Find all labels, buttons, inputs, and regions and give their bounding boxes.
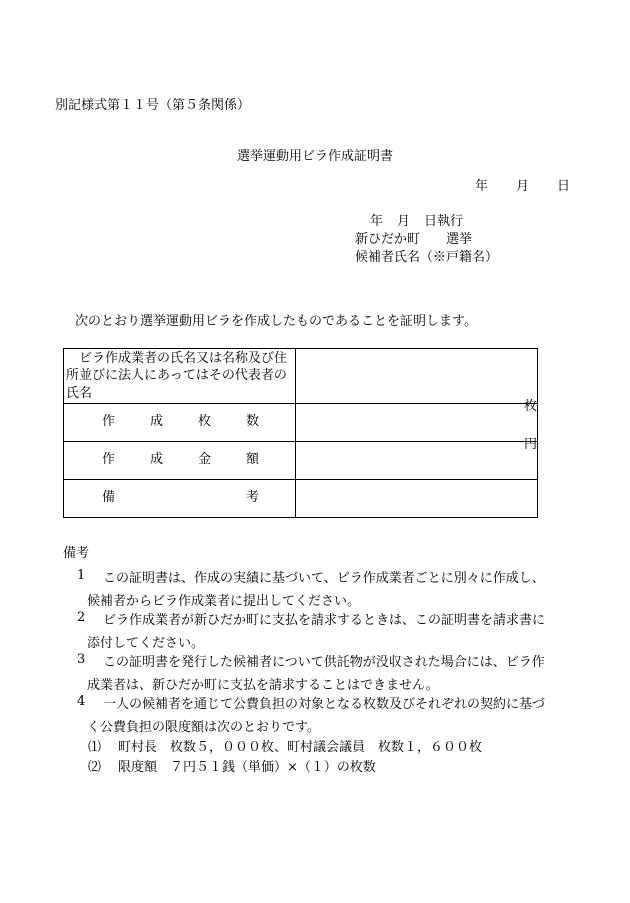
table-row [64,349,538,404]
election-date [370,213,463,231]
label-char: 額 [245,452,259,468]
candidate-name-label: 候補者氏名（※戸籍名） [355,250,499,265]
remark-note [63,693,563,739]
exec-month-label: 月 [397,214,411,229]
note-line: 候補者からビラ作成業者に提出してください。 [87,594,361,609]
item-text: 限度額 ７円５１銭（単価）×（１）の枚数 [118,760,376,775]
exec-year-label: 年 [370,214,384,229]
note-line: この証明書を発行した候補者について供託物が没収された場合には、ビラ作 [103,655,545,670]
item-text: 町村長 枚数５，０００枚、町村議会議員 枚数１，６００枚 [118,740,483,755]
note-line: 添付してください。 [87,636,205,651]
remarks-label-cell [64,480,296,518]
remarks-value-cell[interactable] [296,480,538,518]
vendor-label: ビラ作成業者の氏名又は名称及び住所並びに法人にあってはその代表者の氏名 [66,350,288,401]
date-month-label: 月 [515,179,529,194]
issue-date [475,178,570,196]
amount-unit: 円 [523,437,537,452]
note-line: この証明書は、作成の実績に基づいて、ビラ作成業者ごとに別々に作成し、 [103,571,545,586]
label-char: 枚 [197,414,211,430]
document-title: 選挙運動用ビラ作成証明書 [236,149,393,164]
table-row [64,480,538,518]
label-char: 備 [102,490,116,506]
remark-note [63,651,563,697]
quantity-value-cell[interactable] [296,399,538,442]
certification-statement: 次のとおり選挙運動用ビラを作成したものであることを証明します。 [75,314,477,329]
table-row [64,442,538,480]
label-char: 考 [245,490,259,506]
election-word: 選挙 [446,232,473,247]
remarks-heading: 備考 [63,546,90,561]
amount-value-cell[interactable] [296,437,538,480]
exec-day-label: 日執行 [424,214,464,229]
remark-note [63,567,563,613]
remarks-label [64,489,295,507]
vendor-label-cell [64,349,296,404]
amount-label-cell [64,442,296,480]
quantity-label [64,413,295,431]
limit-item [88,759,376,777]
item-mark: ⑵ [88,760,102,775]
limit-item [88,739,482,757]
label-char: 数 [245,414,259,430]
date-year-label: 年 [474,179,488,194]
amount-label [64,451,295,469]
note-number: 3 [77,652,86,667]
remark-note [63,609,563,655]
note-number: 4 [77,694,86,709]
note-line: く公費負担の限度額は次のとおりです。 [87,720,320,735]
certificate-table [63,348,538,518]
quantity-unit: 枚 [523,399,537,414]
label-char: 金 [197,452,211,468]
note-line: 一人の候補者を通じて公費負担の対象となる枚数及びそれぞれの契約に基づ [103,697,546,712]
form-number: 別記様式第１１号（第５条関係） [55,98,251,113]
label-char: 作 [102,452,116,468]
vendor-value-cell[interactable] [296,349,538,404]
town-election [355,231,472,249]
quantity-label-cell [64,404,296,442]
item-mark: ⑴ [88,740,102,755]
table-row [64,404,538,442]
label-char: 成 [149,452,163,468]
label-char: 作 [102,414,116,430]
town-name: 新ひだか町 [355,232,421,247]
note-line: ビラ作成業者が新ひだか町に支払を請求するときは、この証明書を請求書に [103,613,546,628]
note-number: 1 [77,568,86,583]
note-line: 成業者は、新ひだか町に支払を請求することはできません。 [87,678,439,693]
note-number: 2 [77,610,86,625]
date-day-label: 日 [556,179,570,194]
label-char: 成 [149,414,163,430]
